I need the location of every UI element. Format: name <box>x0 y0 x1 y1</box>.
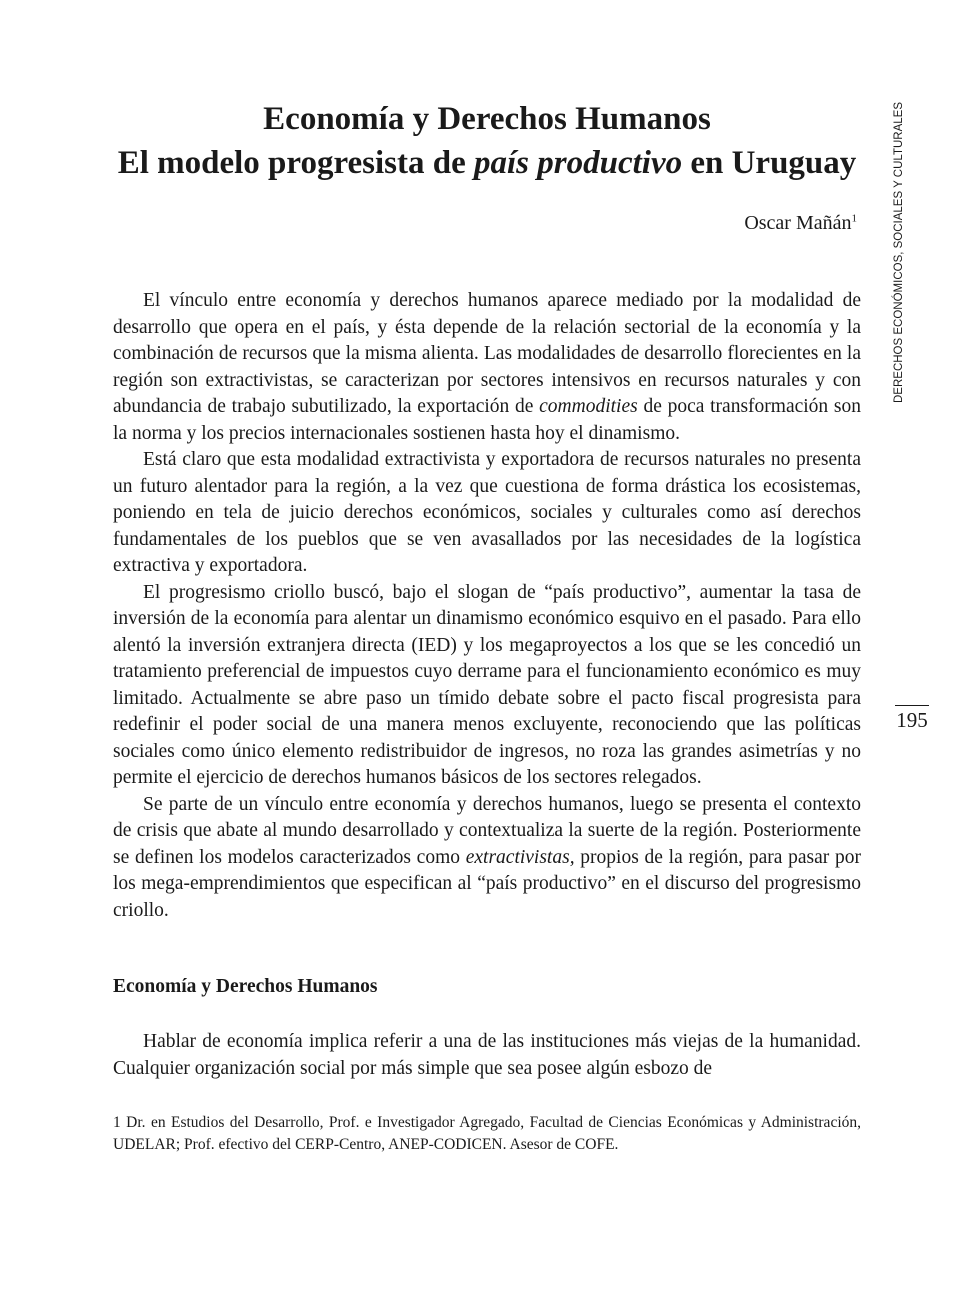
paragraph: Hablar de economía implica referir a una de las instituciones más viejas de la humanidad. Cualquier organización social por más simple que sea posee algún esbozo de <box>113 1031 861 1079</box>
paragraph-text: propios de la región, para pasar por los mega-emprendimientos que especifican al “país productivo” en el discurso del progresismo criollo. <box>113 846 862 921</box>
author <box>744 212 857 235</box>
page-number: 195 <box>896 708 928 732</box>
paragraph: El progresismo criollo buscó, bajo el slogan de “país productivo”, aumentar la tasa de inversión de la economía para alentar un dinamismo económico esquivo en el pasado. Para ello alentó la inversión extranjera directa (IED) y los megaproyectos a los que se les concedió un tratamiento preferencial de impuestos cuyo derrame para el funcionamiento económico es muy limitado. Actualmente se abre paso un tímido debate sobre el pacto fiscal progresista para redefinir el poder social de una manera menos excluyente, reconociendo que las políticas sociales como único elemento redistribuidor de ingresos, no roza las grandes asimetrías y no permite el ejercicio de derechos humanos básicos de los sectores relegados. <box>113 581 861 788</box>
author-name: Oscar Mañán <box>744 212 852 234</box>
paragraph-text: El vínculo entre economía y derechos humanos aparece mediado por la modalidad de desarrollo que opera en el país, y ésta depende de la relación sectorial de la economía y la combinación de recursos que la misma alienta. Las modalidades de desarrollo florecientes en la región son extractivistas, se caracterizan por sectores intensivos en recursos naturales y con abundancia de trabajo subutilizado, la exportación de <box>113 290 861 417</box>
footnote: 1 Dr. en Estudios del Desarrollo, Prof. e Investigador Agregado, Facultad de Ciencias Económicas y Administración, UDELAR; Prof. efectivo del CERP-Centro, ANEP-CODICEN. Asesor de COFE. <box>113 1114 861 1153</box>
paragraph-emphasis: extractivistas, <box>465 846 575 868</box>
paragraph <box>113 792 861 925</box>
page-number-rule <box>895 705 929 706</box>
author-footnote-ref[interactable]: 1 <box>851 212 857 225</box>
title-line-2-emphasis: país productivo <box>474 145 683 181</box>
title-line-2-pre: El modelo progresista de <box>117 145 474 181</box>
running-header: DERECHOS ECONÓMICOS, SOCIALES Y CULTURALES <box>893 102 905 403</box>
title-line-1: Economía y Derechos Humanos <box>263 101 711 137</box>
title-line-2 <box>113 144 861 182</box>
paragraph: Está claro que esta modalidad extractivista y exportadora de recursos naturales no presenta un futuro alentador para la región, a la vez que cuestiona de forma drástica los ecosistemas, poniendo en tela de juicio derechos económicos, sociales y culturales como así derechos fundamentales de los pueblos que se ven avasallados por las necesidades de la logística extractiva y exportadora. <box>113 449 861 576</box>
title-line-2-post: en Uruguay <box>682 145 857 181</box>
section-body <box>113 1029 861 1082</box>
paragraph-emphasis: commodities <box>539 396 638 417</box>
paragraph <box>113 288 861 447</box>
intro-section <box>113 288 861 924</box>
section-heading: Economía y Derechos Humanos <box>113 976 378 997</box>
paragraph-text: Se parte de un vínculo entre economía y derechos humanos, luego se presenta el contexto de crisis que abate al mundo desarrollado y contextualiza la suerte de la región. Posteriormente se definen los modelos caracterizados como <box>113 793 861 868</box>
paragraph-text: de poca transformación son la norma y los precios internacionales sostienen hasta hoy el dinamismo. <box>113 396 861 444</box>
